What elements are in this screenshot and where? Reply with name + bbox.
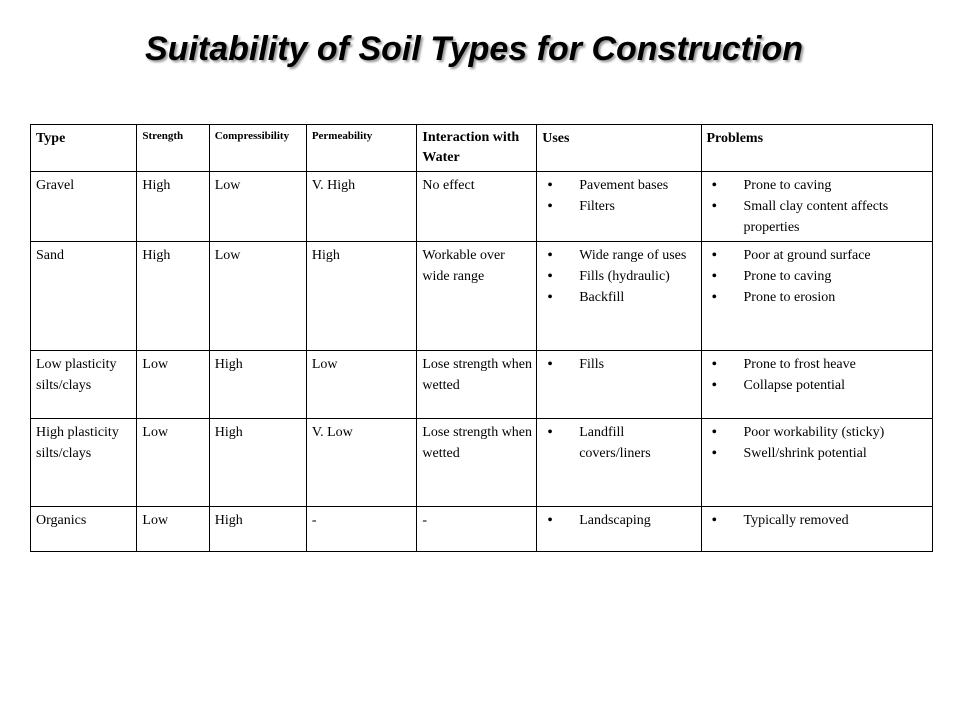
- cell-problems: [701, 172, 933, 242]
- header-strength: Strength: [137, 125, 209, 172]
- cell-problems: [701, 242, 933, 351]
- header-permeability: Permeability: [306, 125, 417, 172]
- cell-type: Gravel: [31, 172, 137, 242]
- cell-permeability: Low: [306, 351, 417, 419]
- problems-list: [707, 510, 929, 531]
- cell-compressibility: High: [209, 419, 306, 507]
- problems-list: [707, 245, 929, 308]
- table-row: [31, 242, 933, 351]
- table-row: [31, 419, 933, 507]
- cell-uses: [537, 172, 701, 242]
- header-uses: Uses: [537, 125, 701, 172]
- cell-strength: Low: [137, 419, 209, 507]
- list-item: • Landscaping: [542, 510, 696, 531]
- list-item: • Poor at ground surface: [707, 245, 929, 266]
- cell-permeability: V. High: [306, 172, 417, 242]
- uses-list: [542, 422, 696, 464]
- cell-permeability: High: [306, 242, 417, 351]
- cell-type: Sand: [31, 242, 137, 351]
- list-item: • Poor workability (sticky): [707, 422, 929, 443]
- header-problems: Problems: [701, 125, 933, 172]
- cell-type: Low plasticity silts/clays: [31, 351, 137, 419]
- uses-list: [542, 510, 696, 531]
- cell-permeability: -: [306, 507, 417, 552]
- problems-list: [707, 354, 929, 396]
- list-item: • Pavement bases: [542, 175, 696, 196]
- cell-problems: [701, 507, 933, 552]
- table-row: [31, 507, 933, 552]
- cell-interaction: No effect: [417, 172, 537, 242]
- cell-strength: Low: [137, 351, 209, 419]
- cell-interaction: -: [417, 507, 537, 552]
- cell-uses: [537, 419, 701, 507]
- header-interaction: Interaction with Water: [417, 125, 537, 172]
- list-item: • Landfill covers/liners: [542, 422, 696, 464]
- list-item: • Fills: [542, 354, 696, 375]
- header-type: Type: [31, 125, 137, 172]
- cell-strength: High: [137, 242, 209, 351]
- problems-list: [707, 422, 929, 464]
- page-title: Suitability of Soil Types for Construction: [145, 30, 803, 68]
- cell-uses: [537, 242, 701, 351]
- list-item: • Fills (hydraulic): [542, 266, 696, 287]
- cell-compressibility: High: [209, 351, 306, 419]
- list-item: • Collapse potential: [707, 375, 929, 396]
- uses-list: [542, 175, 696, 217]
- problems-list: [707, 175, 929, 238]
- cell-type: High plasticity silts/clays: [31, 419, 137, 507]
- list-item: • Prone to frost heave: [707, 354, 929, 375]
- uses-list: [542, 354, 696, 375]
- list-item: • Swell/shrink potential: [707, 443, 929, 464]
- list-item: • Small clay content affects properties: [707, 196, 929, 238]
- cell-permeability: V. Low: [306, 419, 417, 507]
- cell-interaction: Lose strength when wetted: [417, 351, 537, 419]
- cell-problems: [701, 351, 933, 419]
- list-item: • Prone to caving: [707, 175, 929, 196]
- list-item: • Wide range of uses: [542, 245, 696, 266]
- header-compressibility: Compressibility: [209, 125, 306, 172]
- list-item: • Prone to erosion: [707, 287, 929, 308]
- table-row: [31, 172, 933, 242]
- cell-compressibility: Low: [209, 172, 306, 242]
- table-row: [31, 351, 933, 419]
- cell-uses: [537, 351, 701, 419]
- cell-compressibility: Low: [209, 242, 306, 351]
- cell-problems: [701, 419, 933, 507]
- cell-interaction: Lose strength when wetted: [417, 419, 537, 507]
- cell-strength: High: [137, 172, 209, 242]
- cell-strength: Low: [137, 507, 209, 552]
- cell-compressibility: High: [209, 507, 306, 552]
- table-header-row: [31, 125, 933, 172]
- cell-interaction: Workable over wide range: [417, 242, 537, 351]
- list-item: • Filters: [542, 196, 696, 217]
- list-item: • Prone to caving: [707, 266, 929, 287]
- uses-list: [542, 245, 696, 308]
- list-item: • Backfill: [542, 287, 696, 308]
- cell-type: Organics: [31, 507, 137, 552]
- list-item: • Typically removed: [707, 510, 929, 531]
- cell-uses: [537, 507, 701, 552]
- soil-suitability-table: [30, 124, 933, 552]
